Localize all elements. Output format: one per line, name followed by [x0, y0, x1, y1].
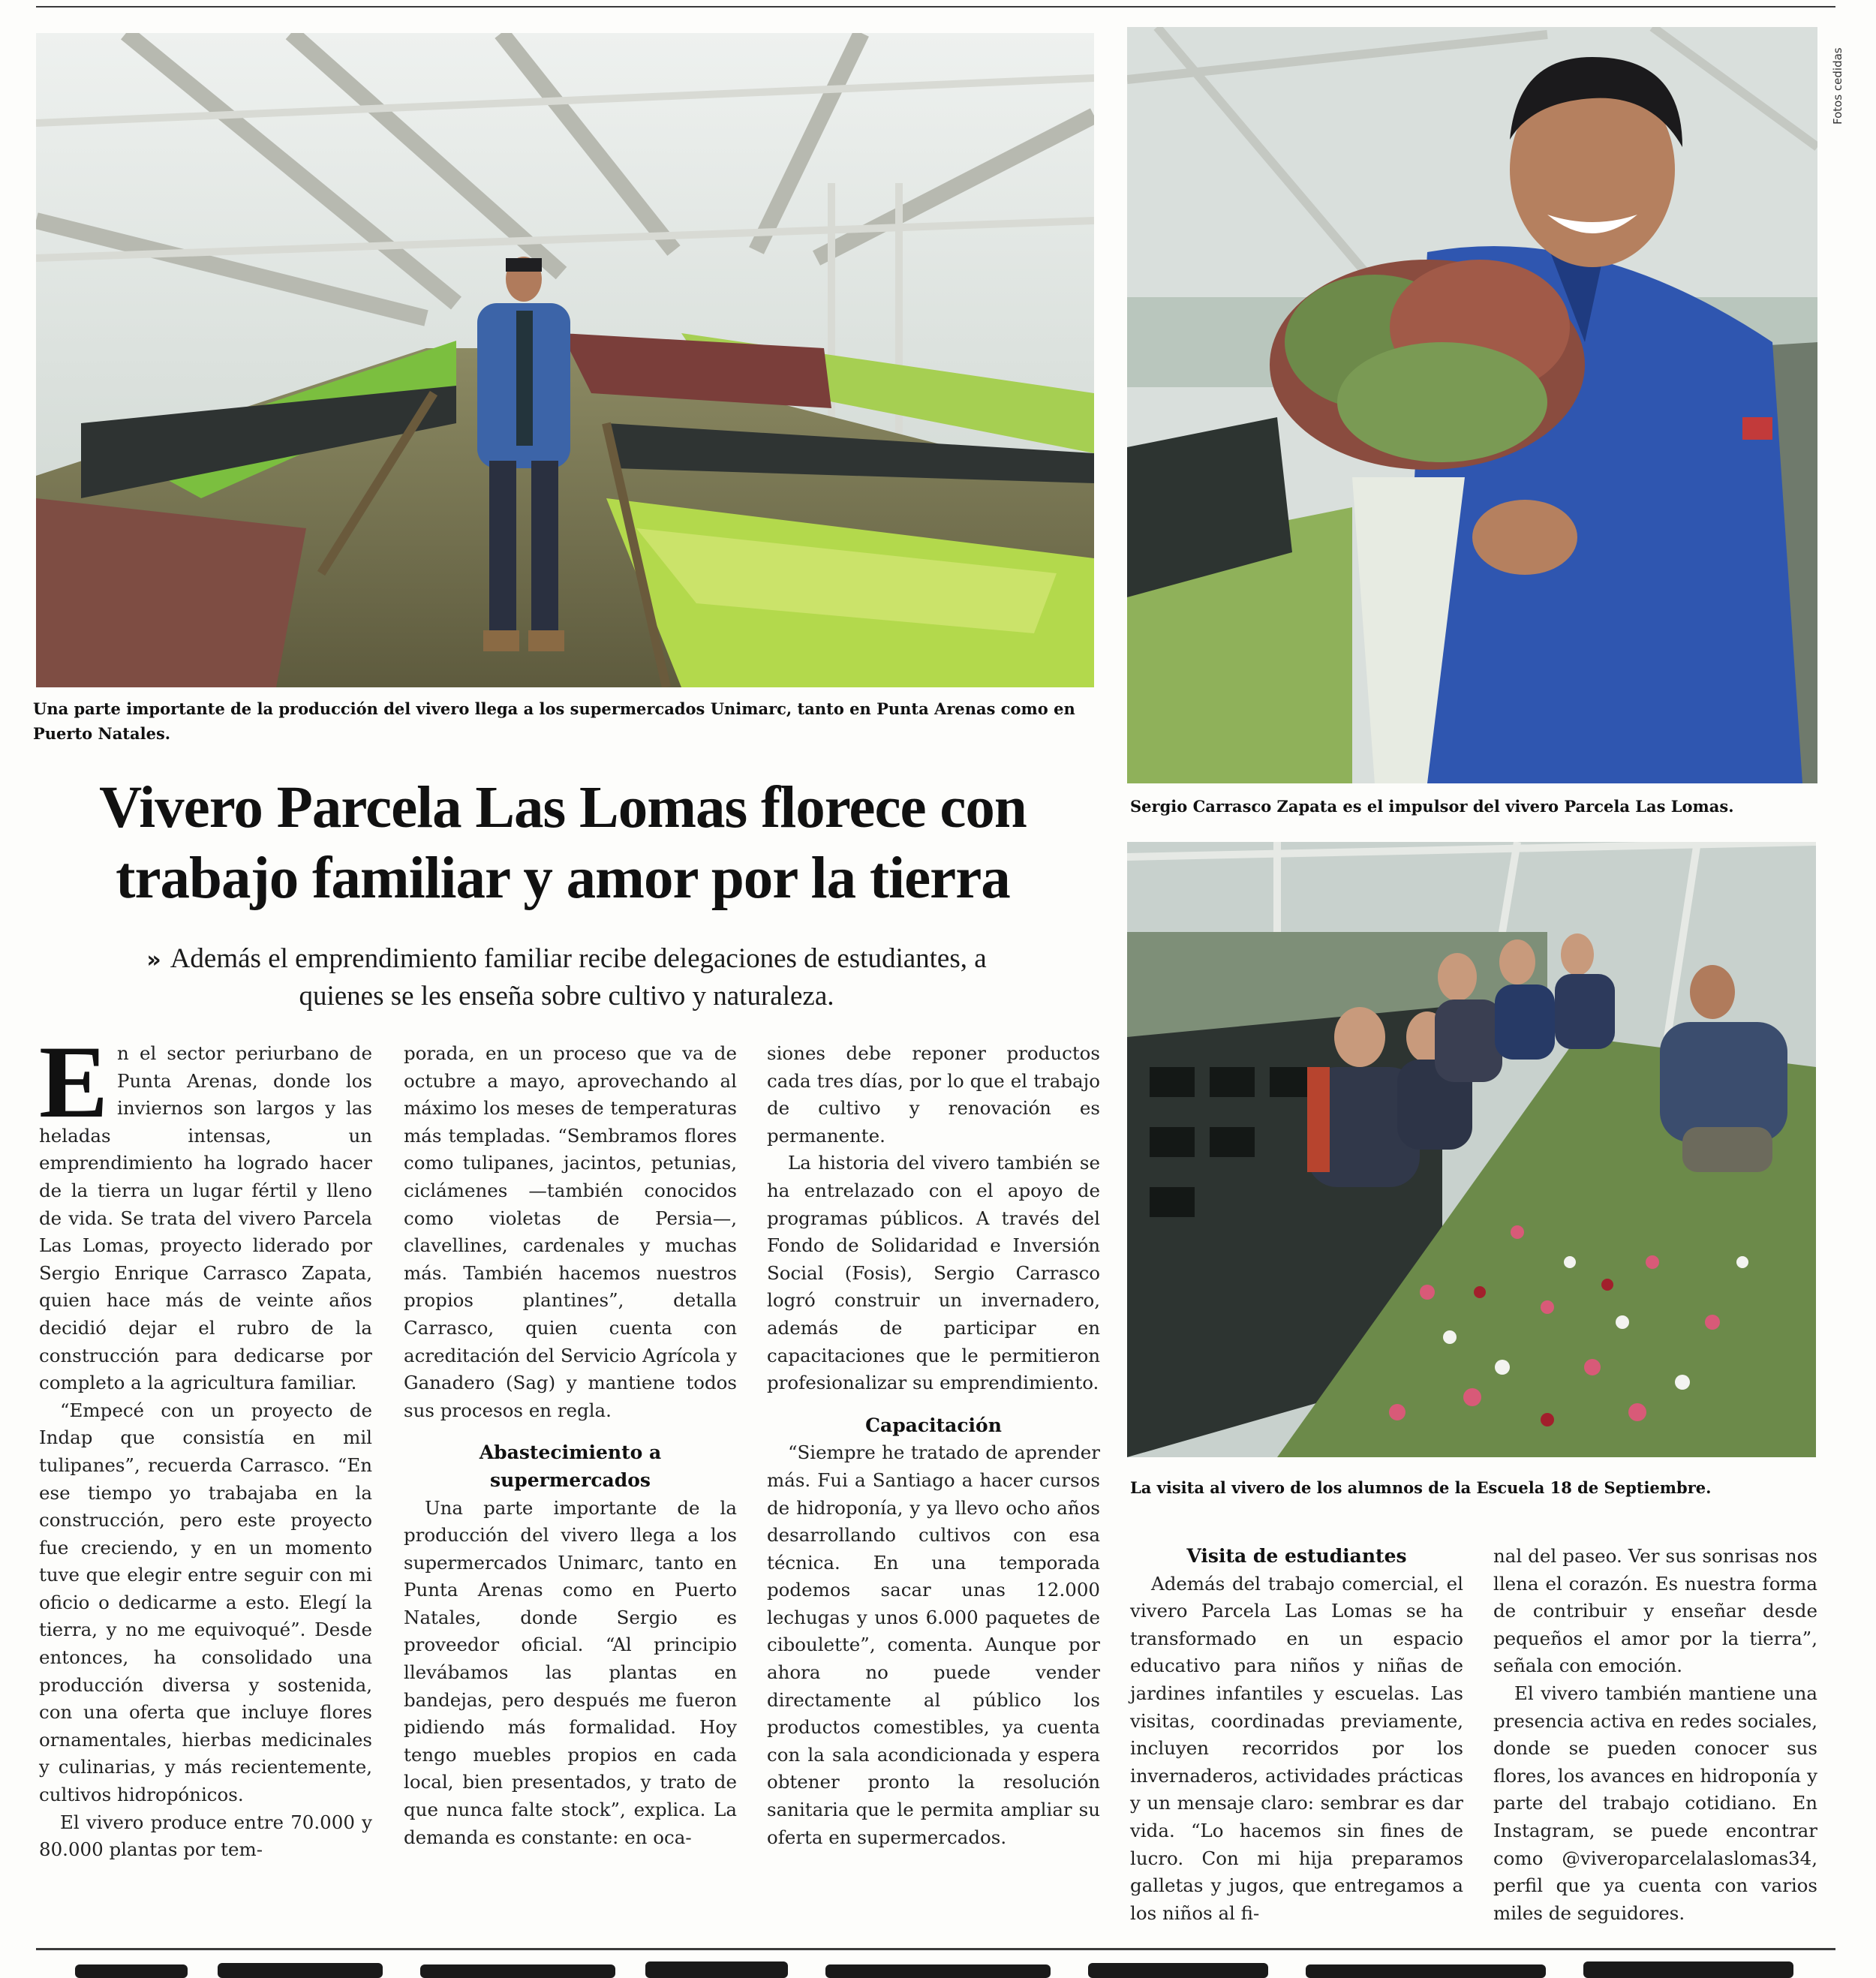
drop-cap: E — [39, 1024, 109, 1139]
article-paragraph: “Siempre he tratado de aprender más. Fui a Santiago a hacer cursos de hidroponía, y ya llevo ocho años desarrollando cultivos con esa técnica. En una temporada podemos sacar unas 12.000 lechugas y unos 6.000 paquetes de ciboulette”, comenta. Aunque por ahora no puede vender directamente al público los productos comestibles, ya cuenta con la sala acondicionada y espera obtener pronto la resolución sanitaria que le permita ampliar su oferta en supermercados. — [767, 1441, 1100, 1848]
next-article-cut-off — [45, 1954, 1831, 1978]
photo-credit: Fotos cedidas — [1831, 47, 1844, 125]
subhead-students: Visita de estudiantes — [1186, 1545, 1407, 1567]
article-deck — [105, 941, 1028, 1015]
article-paragraph: Una parte importante de la producción del vivero llega a los supermercados Unimarc, tanto en Punta Arenas como en Puerto Natales, donde Sergio es proveedor oficial. “Al principio llevábamos las plantas en bandejas, pero después me fueron pidiendo más formalidad. Hoy tengo muebles propios en cada local, bien presentados, y trato de que nunca falte stock”, explica. La demanda es constante: en oca- — [404, 1496, 737, 1848]
greenhouse-photo-caption: Una parte importante de la producción del vivero llega a los supermercados Unimarc, tanto en Punta Arenas como en Puerto Natales. — [33, 699, 1075, 743]
bottom-rule — [36, 1948, 1835, 1950]
article-paragraph: siones debe reponer productos cada tres días, por lo que el trabajo de cultivo y renovación es permanente. — [767, 1042, 1100, 1147]
top-rule — [36, 0, 1835, 8]
portrait-photo — [1127, 27, 1817, 783]
article-paragraph: nal del paseo. Ver sus sonrisas nos llena el corazón. Es nuestra forma de contribuir y enseñar desde pequeños el amor por la tierra”, señala con emoción. — [1493, 1545, 1817, 1677]
article-column-4 — [1130, 1543, 1463, 1927]
article-paragraph: porada, en un proceso que va de octubre a mayo, aprovechando al máximo los meses de temperaturas más templadas. “Sembramos flores como tulipanes, jacintos, petunias, ciclámenes —también conocidos como violetas de Persia—, clavellines, cardenales y muchas más. También hacemos nuestros propios plantines”, detalla Carrasco, quien cuenta con acreditación del Servicio Agrícola y Ganadero (Sag) y mantiene todos sus procesos en regla. — [404, 1042, 737, 1421]
article-column-2 — [404, 1040, 737, 1851]
article-column-3 — [767, 1040, 1100, 1851]
article-paragraph: El vivero también mantiene una presencia activa en redes sociales, donde se pueden conocer sus flores, los avances en hidroponía y parte del trabajo cotidiano. En Instagram, se puede encontrar como @viveroparcelalaslomas34, perfil que ya cuenta con varios miles de seguidores. — [1493, 1682, 1817, 1924]
paragraph-text: n el sector periurbano de Punta Arenas, donde los inviernos son largos y las heladas intensas, un emprendimiento ha logrado hacer de la tierra un lugar fértil y lleno de vida. Se trata del vivero Parcela Las Lomas, proyecto liderado por Sergio Enrique Carrasco Zapata, quien hace más de veinte años decidió dejar el rubro de la construcción para dedicarse por completo a la agricultura familiar. — [39, 1042, 372, 1394]
article-column-5 — [1493, 1543, 1817, 1927]
students-photo-caption: La visita al vivero de los alumnos de la Escuela 18 de Septiembre. — [1130, 1478, 1712, 1497]
article-paragraph: El vivero produce entre 70.000 y 80.000 plantas por tem- — [39, 1811, 372, 1861]
article-column-1 — [39, 1024, 372, 1864]
deck-marker: » — [146, 947, 161, 973]
greenhouse-photo — [36, 33, 1094, 687]
article-paragraph — [39, 1024, 372, 1397]
article-paragraph: “Empecé con un proyecto de Indap que consistía en mil tulipanes”, recuerda Carrasco. “En ese tiempo yo trabajaba en la construcción, pero este proyecto fue creciendo, y en un momento tuve que elegir entre seguir con mi oficio o dedicarme a esto. Elegí la tierra, y no me equivoqué”. Desde entonces, ha consolidado una producción diversa y sostenida, con una oferta que incluye flores ornamentales, hierbas medicinales y culinarias, y más recientemente, cultivos hidropónicos. — [39, 1399, 372, 1806]
portrait-photo-caption: Sergio Carrasco Zapata es el impulsor del vivero Parcela Las Lomas. — [1130, 797, 1734, 816]
students-photo — [1127, 842, 1816, 1457]
article-paragraph: La historia del vivero también se ha entrelazado con el apoyo de programas públicos. A través del Fondo de Solidaridad e Inversión Social (Fosis), Sergio Carrasco logró construir un invernadero, además de participar en capacitaciones que le permitieron profesionalizar su emprendimiento. — [767, 1152, 1100, 1394]
article-paragraph: Además del trabajo comercial, el vivero Parcela Las Lomas se ha transformado en un espacio educativo para niños y niñas de jardines infantiles y escuelas. Las visitas, coordinadas previamente, incluyen recorridos por los invernaderos, actividades prácticas y un mensaje claro: sembrar es dar vida. “Lo hacemos sin fines de lucro. Con mi hija preparamos galletas y jugos, que entregamos a los niños al fi- — [1130, 1572, 1463, 1924]
subhead-supply: Abastecimiento a supermercados — [479, 1441, 662, 1491]
deck-text: Además el emprendimiento familiar recibe delegaciones de estudiantes, a quienes se les enseña sobre cultivo y naturaleza. — [170, 943, 987, 1012]
article-headline: Vivero Parcela Las Lomas florece con trabajo familiar y amor por la tierra — [99, 775, 1027, 911]
subhead-training: Capacitación — [865, 1414, 1002, 1436]
